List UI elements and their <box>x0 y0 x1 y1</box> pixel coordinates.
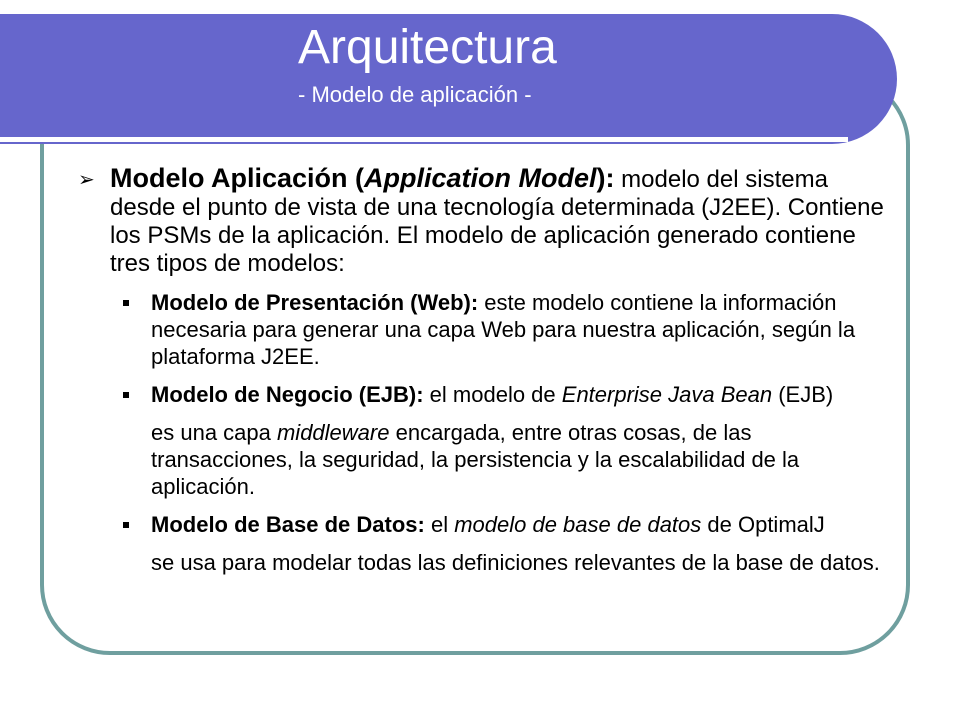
square-bullet-icon <box>123 300 129 306</box>
square-bullet-icon <box>123 522 129 528</box>
sub-bullets <box>151 289 898 576</box>
sub-bullet-database-continuation: se usa para modelar todas las definiciones relevantes de la base de datos. <box>151 550 880 575</box>
title-underline <box>0 137 848 142</box>
square-bullet-icon <box>123 392 129 398</box>
slide-subtitle: - Modelo de aplicación - <box>298 82 532 107</box>
slide-title: Arquitectura <box>298 21 557 74</box>
bullet-lead: Modelo Aplicación (Application Model): <box>110 163 615 193</box>
arrowhead-bullet-icon: ➢ <box>78 169 95 191</box>
sub-bullet-business-continuation: es una capa middleware encargada, entre otras cosas, de las transacciones, la seguridad, la persistencia y la escalabilidad de la aplicación. <box>151 420 800 499</box>
sub-bullet-presentation: Modelo de Presentación (Web): este modelo contiene la información necesaria para generar una capa Web para nuestra aplicación, según la plataforma J2EE. <box>151 289 898 370</box>
bullet-text: modelo del sistema desde el punto de vista de una tecnología determinada (J2EE). Contiene los PSMs de la aplicación. El modelo de aplicación generado contiene tres tipos de modelos: <box>110 166 884 277</box>
slide-content <box>78 164 898 576</box>
sub-bullet-business: Modelo de Negocio (EJB): el modelo de Enterprise Java Bean (EJB) <box>151 381 898 408</box>
bullet-application-model <box>78 164 898 278</box>
sub-bullet-database: Modelo de Base de Datos: el modelo de base de datos de OptimalJ <box>151 511 898 538</box>
